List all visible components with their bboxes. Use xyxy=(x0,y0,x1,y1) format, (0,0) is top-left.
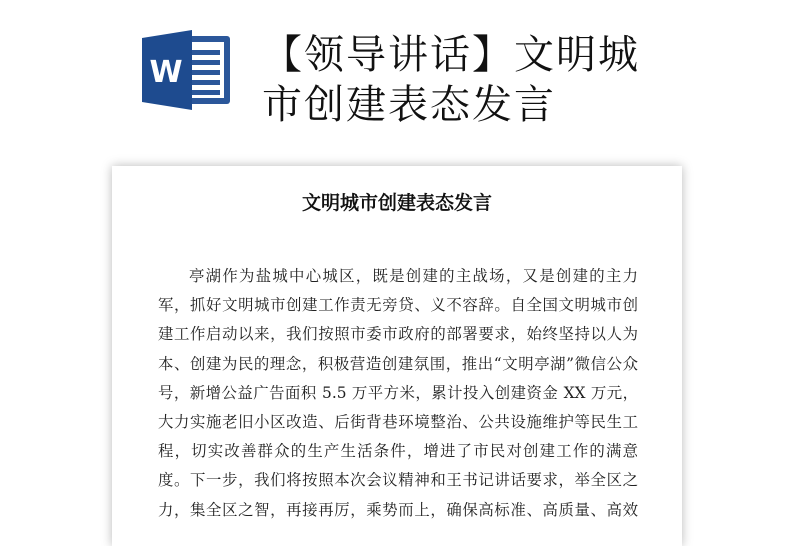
page-title xyxy=(262,30,742,130)
body-line: 号，新增公益广告面积 5.5 万平方米，累计投入创建资金 XX 万元， xyxy=(158,383,638,402)
body-line: 亭湖作为盐城中心城区，既是创建的主战场，又是创建的主力 xyxy=(189,267,638,285)
word-icon-letter: W xyxy=(149,55,183,90)
document-page xyxy=(112,166,682,546)
body-line: 程，切实改善群众的生产生活条件，增进了市民对创建工作的满意 xyxy=(158,442,638,461)
page-title-line-2: 市创建表态发言 xyxy=(262,82,556,128)
document-body xyxy=(158,262,638,525)
word-document-icon xyxy=(140,28,232,112)
header xyxy=(0,0,800,160)
body-line: 力，集全区之智，再接再厉，乘势而上，确保高标准、高质量、高效 xyxy=(158,500,638,519)
page-title-line-1: 【领导讲话】文明城 xyxy=(262,32,640,78)
body-line: 军，抓好文明城市创建工作责无旁贷、义不容辞。自全国文明城市创 xyxy=(158,296,638,315)
document-title: 文明城市创建表态发言 xyxy=(301,192,492,214)
body-line: 建工作启动以来，我们按照市委市政府的部署要求，始终坚持以人为 xyxy=(158,325,638,344)
body-line: 大力实施老旧小区改造、后街背巷环境整治、公共设施维护等民生工 xyxy=(158,412,638,431)
body-line: 本、创建为民的理念，积极营造创建氛围，推出“文明亭湖”微信公众 xyxy=(158,354,638,373)
body-line: 度。下一步，我们将按照本次会议精神和王书记讲话要求，举全区之 xyxy=(158,471,638,490)
